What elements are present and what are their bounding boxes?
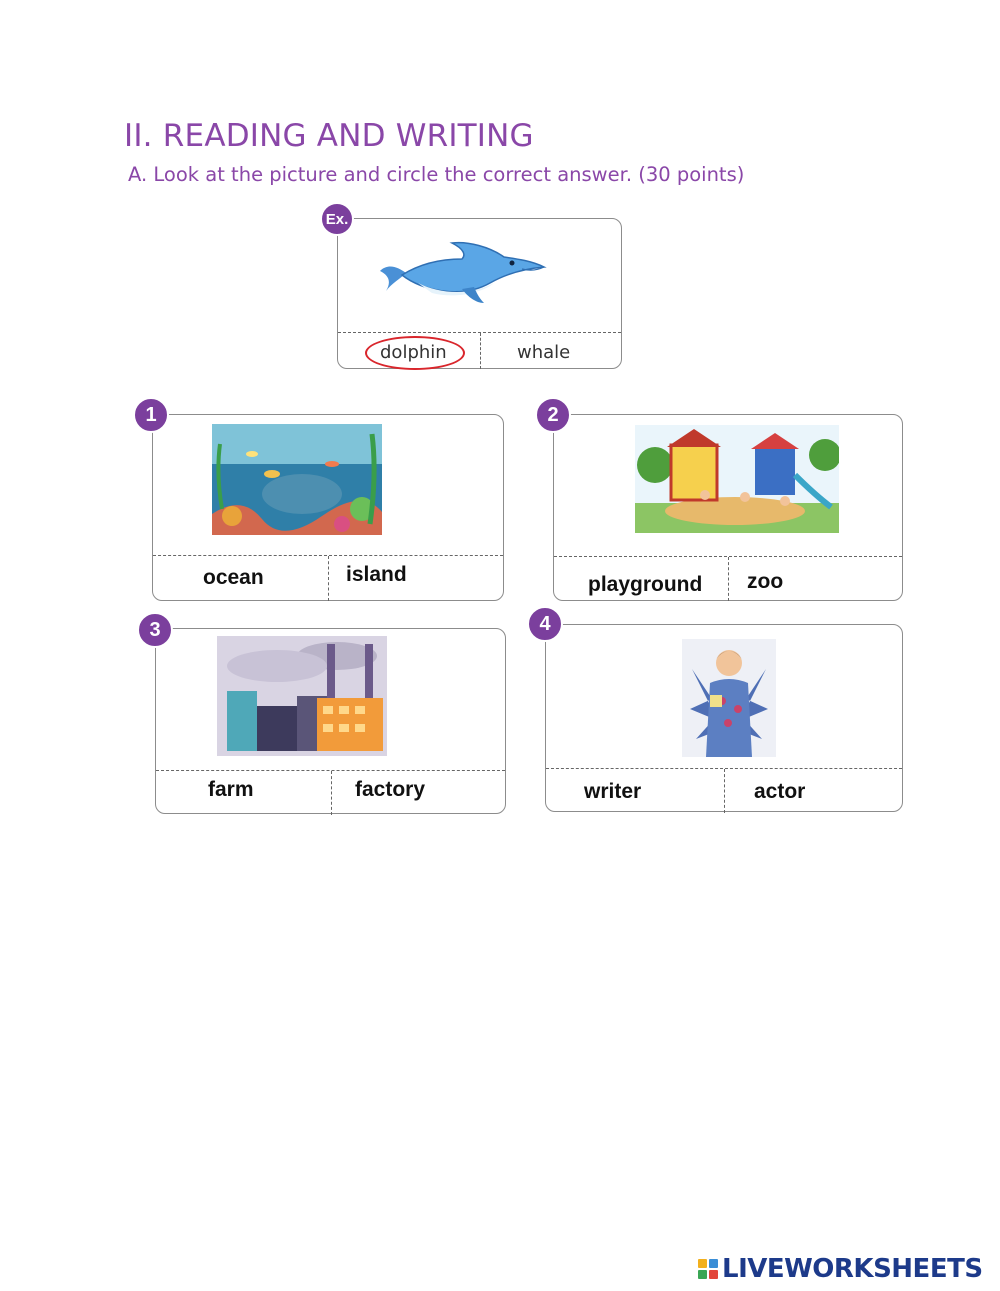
question-4-option-actor[interactable]: actor — [754, 780, 806, 803]
factory-scene-icon — [217, 636, 387, 756]
playground-scene-icon — [635, 425, 839, 533]
question-4-card — [545, 624, 903, 812]
example-badge: Ex. — [320, 202, 354, 236]
question-1-option-island[interactable]: island — [346, 563, 407, 586]
example-card — [337, 218, 622, 369]
question-2-card — [553, 414, 903, 601]
question-2-option-zoo[interactable]: zoo — [747, 570, 784, 593]
question-3-option-farm[interactable]: farm — [208, 778, 254, 801]
example-option-whale[interactable]: whale — [517, 342, 571, 363]
question-2-badge: 2 — [535, 397, 571, 433]
example-option-dolphin[interactable]: dolphin — [380, 342, 447, 363]
logo-mark-icon — [698, 1259, 718, 1279]
dolphin-icon — [372, 233, 552, 317]
question-1-badge: 1 — [133, 397, 169, 433]
instruction-text: A. Look at the picture and circle the correct answer. (30 points) — [128, 163, 745, 186]
actor-costume-icon — [682, 639, 776, 757]
logo-text: LIVEWORKSHEETS — [722, 1254, 983, 1284]
question-4-badge: 4 — [527, 606, 563, 642]
question-2-option-playground[interactable]: playground — [588, 573, 703, 596]
question-3-card — [155, 628, 506, 814]
section-title: II. READING AND WRITING — [124, 118, 534, 154]
liveworksheets-logo — [698, 1254, 983, 1284]
question-1-card — [152, 414, 504, 601]
question-3-badge: 3 — [137, 612, 173, 648]
question-3-option-factory[interactable]: factory — [355, 778, 426, 801]
question-4-option-writer[interactable]: writer — [584, 780, 642, 803]
question-1-option-ocean[interactable]: ocean — [203, 566, 264, 589]
ocean-scene-icon — [212, 424, 382, 535]
